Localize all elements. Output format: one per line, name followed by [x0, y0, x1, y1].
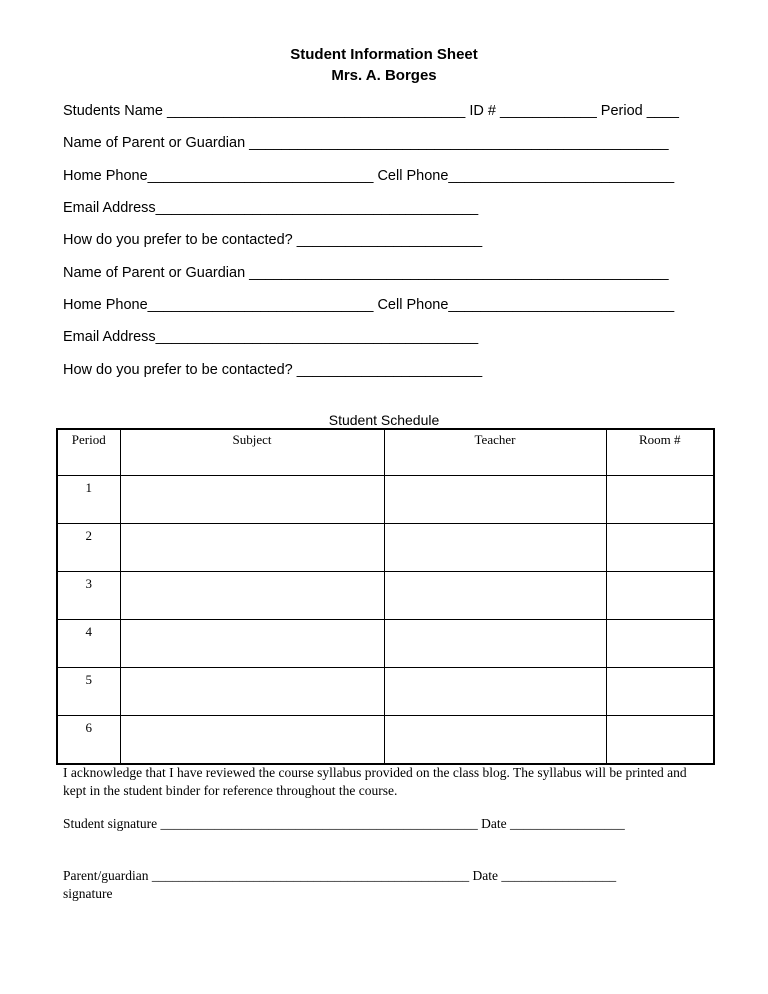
period-number: 5: [57, 668, 120, 716]
header-period: Period: [57, 429, 120, 476]
teacher-cell[interactable]: [384, 524, 606, 572]
schedule-caption: Student Schedule: [328, 412, 440, 428]
room-cell[interactable]: [606, 572, 714, 620]
schedule-header-row: [57, 429, 714, 476]
teacher-cell[interactable]: [384, 716, 606, 765]
subject-cell[interactable]: [120, 476, 384, 524]
period-number: 2: [57, 524, 120, 572]
header-subject: Subject: [120, 429, 384, 476]
table-row: [57, 524, 714, 572]
period-number: 1: [57, 476, 120, 524]
subject-cell[interactable]: [120, 524, 384, 572]
table-row: [57, 476, 714, 524]
subject-cell[interactable]: [120, 668, 384, 716]
teacher-cell[interactable]: [384, 572, 606, 620]
table-row: [57, 668, 714, 716]
parent-signature-line[interactable]: Parent/guardian _______________________________________________ Date _________________: [63, 868, 617, 883]
field-email-2[interactable]: Email Address________________________________________: [63, 329, 479, 345]
sheet-title: Student Information Sheet: [290, 46, 478, 63]
teacher-cell[interactable]: [384, 476, 606, 524]
field-parent-name-2[interactable]: Name of Parent or Guardian ____________________________________________________: [63, 265, 669, 281]
period-number: 4: [57, 620, 120, 668]
room-cell[interactable]: [606, 716, 714, 765]
field-contact-pref-1[interactable]: How do you prefer to be contacted? _______________________: [63, 232, 483, 248]
subject-cell[interactable]: [120, 620, 384, 668]
header-teacher: Teacher: [384, 429, 606, 476]
field-student-name[interactable]: Students Name _____________________________________ ID # ____________ Period ____: [63, 103, 679, 119]
field-email-1[interactable]: Email Address________________________________________: [63, 200, 479, 216]
field-phones-1[interactable]: Home Phone____________________________ Cell Phone____________________________: [63, 168, 675, 184]
room-cell[interactable]: [606, 524, 714, 572]
parent-signature-label: signature: [63, 886, 113, 901]
field-phones-2[interactable]: Home Phone____________________________ Cell Phone____________________________: [63, 297, 675, 313]
table-row: [57, 572, 714, 620]
schedule-table: [56, 428, 715, 765]
table-row: [57, 620, 714, 668]
room-cell[interactable]: [606, 476, 714, 524]
room-cell[interactable]: [606, 668, 714, 716]
room-cell[interactable]: [606, 620, 714, 668]
field-contact-pref-2[interactable]: How do you prefer to be contacted? _______________________: [63, 362, 483, 378]
teacher-cell[interactable]: [384, 668, 606, 716]
teacher-cell[interactable]: [384, 620, 606, 668]
student-signature-line[interactable]: Student signature _______________________________________________ Date _________________: [63, 816, 625, 831]
header-room: Room #: [606, 429, 714, 476]
subject-cell[interactable]: [120, 572, 384, 620]
period-number: 3: [57, 572, 120, 620]
acknowledgment-text: I acknowledge that I have reviewed the course syllabus provided on the class blog. The syllabus will be printed and kept in the student binder for reference throughout the course.: [63, 765, 687, 798]
period-number: 6: [57, 716, 120, 765]
table-row: [57, 716, 714, 765]
field-parent-name-1[interactable]: Name of Parent or Guardian ____________________________________________________: [63, 135, 669, 151]
subject-cell[interactable]: [120, 716, 384, 765]
teacher-name: Mrs. A. Borges: [331, 67, 437, 84]
